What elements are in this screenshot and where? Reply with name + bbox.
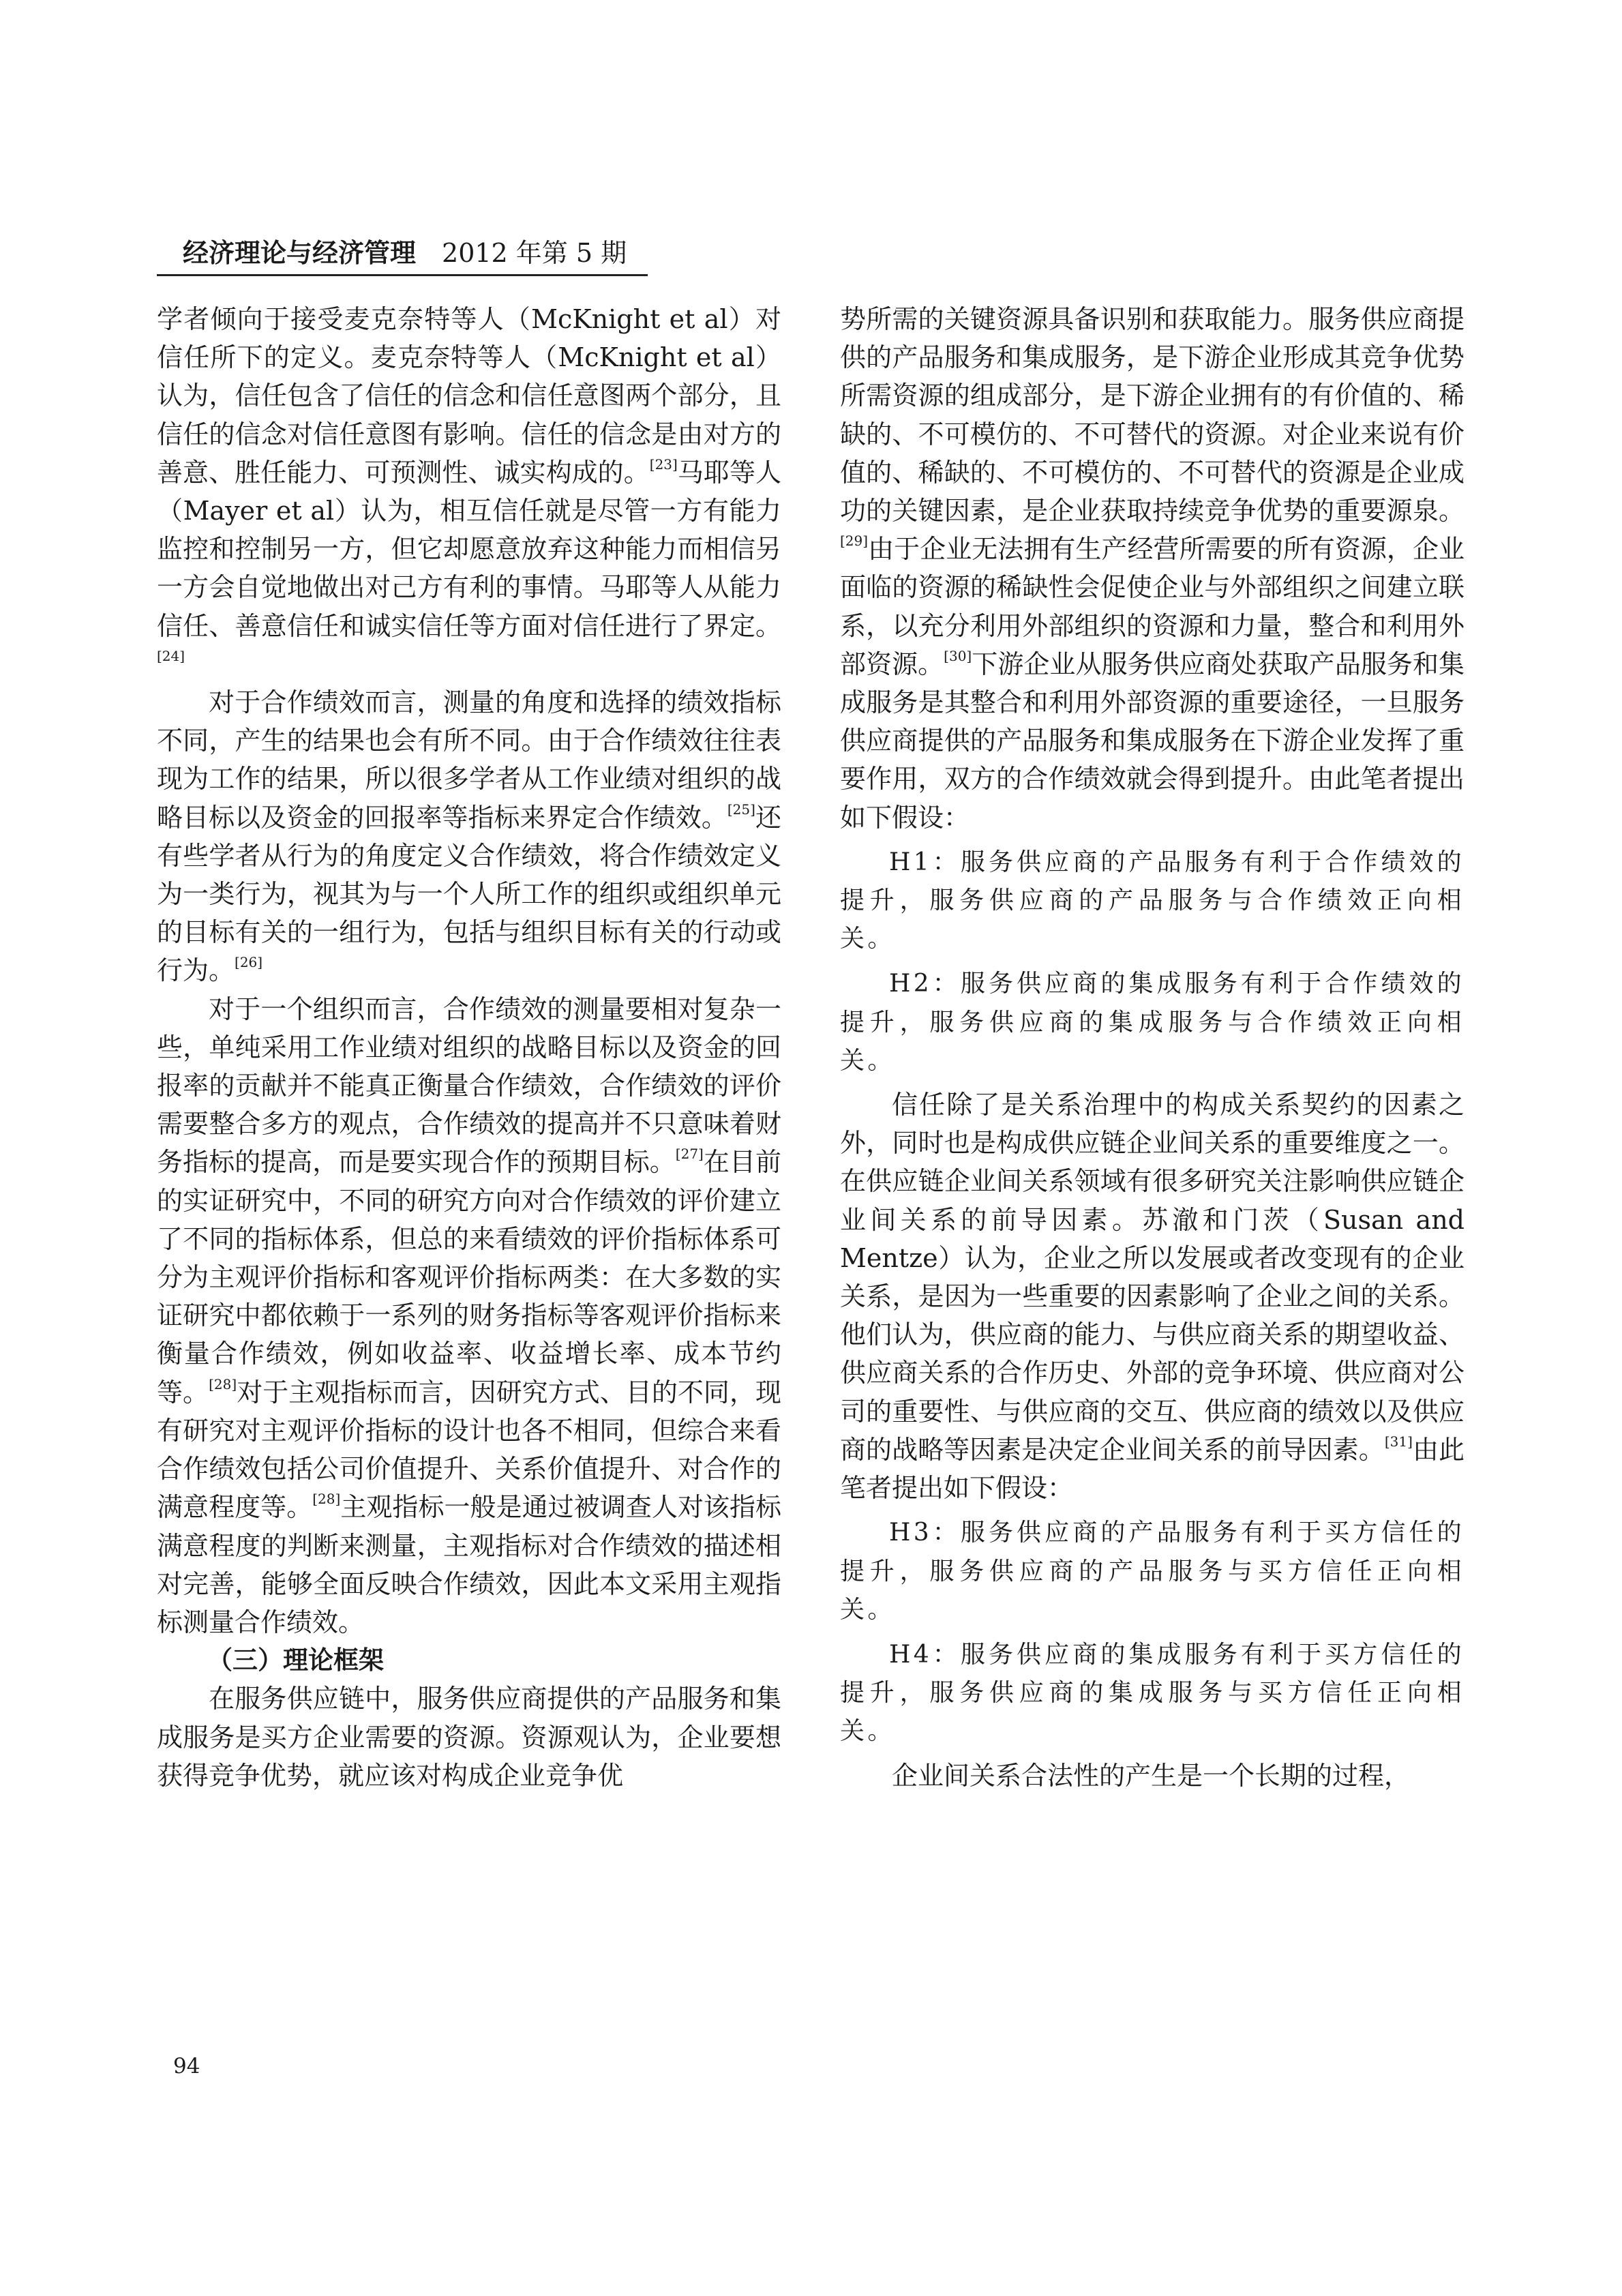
paragraph — [840, 300, 1465, 837]
header-rule — [157, 274, 648, 276]
paragraph — [157, 990, 781, 1641]
text-run: 由此笔者提出如下假设： — [840, 1434, 1465, 1504]
text-run: 还有些学者从行为的角度定义合作绩效，将合作绩效定义为一类行为，视其为与一个人所工作的组织或组织单元的目标有关的一组行为，包括与组织目标有关的行动或行为。 — [157, 802, 781, 986]
paragraph — [157, 1680, 781, 1795]
paragraph — [840, 1086, 1465, 1507]
text-run: 主观指标一般是通过被调查人对该指标满意程度的判断来测量，主观指标对合作绩效的描述相对完善，能够全面反映合作绩效，因此本文采用主观指标测量合作绩效。 — [157, 1492, 781, 1637]
text-run: 由于企业无法拥有生产经营所需要的所有资源，企业面临的资源的稀缺性会促使企业与外部组织之间建立联系，以充分利用外部组织的资源和力量，整合和利用外部资源。 — [840, 534, 1465, 679]
running-header — [183, 236, 627, 270]
paragraph — [157, 683, 781, 990]
issue-label: 2012 年第 5 期 — [442, 238, 627, 268]
text-run: 对于主观指标而言，因研究方式、目的不同，现有研究对主观评价指标的设计也各不相同，但综合来看合作绩效包括公司价值提升、关系价值提升、对合作的满意程度等。 — [157, 1377, 781, 1523]
citation-marker: [28] — [312, 1491, 341, 1508]
citation-marker: [26] — [235, 954, 263, 971]
text-run: 学者倾向于接受麦克奈特等人（McKnight et al）对信任所下的定义。麦克奈特等人（McKnight et al）认为，信任包含了信任的信念和信任意图两个部分，且信任的信念对信任意图有影响。信任的信念是由对方的善意、胜任能力、可预测性、诚实构成的。 — [157, 304, 781, 488]
section-heading — [157, 1641, 781, 1680]
text-run: H4：服务供应商的集成服务有利于买方信任的提升，服务供应商的集成服务与买方信任正向相关。 — [840, 1640, 1465, 1746]
citation-marker: [31] — [1384, 1433, 1413, 1450]
text-run: 企业间关系合法性的产生是一个长期的过程， — [892, 1760, 1411, 1791]
text-run: H3：服务供应商的产品服务有利于买方信任的提升，服务供应商的产品服务与买方信任正向相关。 — [840, 1519, 1465, 1624]
page-number: 94 — [173, 2054, 200, 2078]
text-run: 在目前的实证研究中，不同的研究方向对合作绩效的评价建立了不同的指标体系，但总的来看绩效的评价指标体系可分为主观评价指标和客观评价指标两类：在大多数的实证研究中都依赖于一系列的财务指标等客观评价指标来衡量合作绩效，例如收益率、收益增长率、成本节约等。 — [157, 1147, 781, 1407]
text-run: 对于合作绩效而言，测量的角度和选择的绩效指标不同，产生的结果也会有所不同。由于合作绩效往往表现为工作的结果，所以很多学者从工作业绩对组织的战略目标以及资金的回报率等指标来界定合作绩效。 — [157, 687, 781, 833]
citation-marker: [29] — [840, 533, 869, 550]
journal-title: 经济理论与经济管理 — [183, 238, 417, 268]
hypothesis — [840, 965, 1465, 1080]
text-run: 势所需的关键资源具备识别和获取能力。服务供应商提供的产品服务和集成服务，是下游企业形成其竞争优势所需资源的组成部分，是下游企业拥有的有价值的、稀缺的、不可模仿的、不可替代的资源。对企业来说有价值的、稀缺的、不可模仿的、不可替代的资源是企业成功的关键因素，是企业获取持续竞争优势的重要源泉。 — [840, 304, 1465, 526]
hypothesis — [840, 1514, 1465, 1629]
text-run: 信任除了是关系治理中的构成关系契约的因素之外，同时也是构成供应链企业间关系的重要维度之一。在供应链企业间关系领域有很多研究关注影响供应链企业间关系的前导因素。苏澈和门茨（Susan and Mentze）认为，企业之所以发展或者改变现有的企业关系，是因为一些重要的因素影响了企业之间的关系。他们认为，供应商的能力、与供应商关系的期望收益、供应商关系的合作历史、外部的竞争环境、供应商对公司的重要性、与供应商的交互、供应商的绩效以及供应商的战略等因素是决定企业间关系的前导因素。 — [840, 1090, 1465, 1465]
text-run: （三）理论框架 — [207, 1645, 384, 1675]
text-run: H2：服务供应商的集成服务有利于合作绩效的提升，服务供应商的集成服务与合作绩效正向相关。 — [840, 970, 1465, 1075]
left-column — [157, 300, 781, 1795]
hypothesis — [840, 1636, 1465, 1751]
text-run: 在服务供应链中，服务供应商提供的产品服务和集成服务是买方企业需要的资源。资源观认为，企业要想获得竞争优势，就应该对构成企业竞争优 — [157, 1684, 781, 1791]
citation-marker: [23] — [649, 456, 678, 473]
paragraph — [840, 1757, 1465, 1795]
text-run: 对于一个组织而言，合作绩效的测量要相对复杂一些，单纯采用工作业绩对组织的战略目标以及资金的回报率的贡献并不能真正衡量合作绩效，合作绩效的评价需要整合多方的观点，合作绩效的提高并不只意味着财务指标的提高，而是要实现合作的预期目标。 — [157, 994, 781, 1178]
citation-marker: [25] — [727, 801, 755, 818]
text-run: 马耶等人（Mayer et al）认为，相互信任就是尽管一方有能力监控和控制另一方，但它却愿意放弃这种能力而相信另一方会自觉地做出对己方有利的事情。马耶等人从能力信任、善意信任和诚实信任等方面对信任进行了界定。 — [157, 457, 781, 641]
hypothesis — [840, 844, 1465, 959]
citation-marker: [30] — [944, 647, 972, 664]
paragraph — [157, 300, 781, 683]
text-run: 下游企业从服务供应商处获取产品服务和集成服务是其整合和利用外部资源的重要途径，一旦服务供应商提供的产品服务和集成服务在下游企业发挥了重要作用，双方的合作绩效就会得到提升。由此笔者提出如下假设： — [840, 648, 1465, 833]
citation-marker: [28] — [209, 1375, 237, 1392]
citation-marker: [24] — [157, 647, 185, 664]
right-column — [840, 300, 1465, 1795]
text-run: H1：服务供应商的产品服务有利于合作绩效的提升，服务供应商的产品服务与合作绩效正向相关。 — [840, 848, 1465, 953]
citation-marker: [27] — [675, 1146, 704, 1163]
